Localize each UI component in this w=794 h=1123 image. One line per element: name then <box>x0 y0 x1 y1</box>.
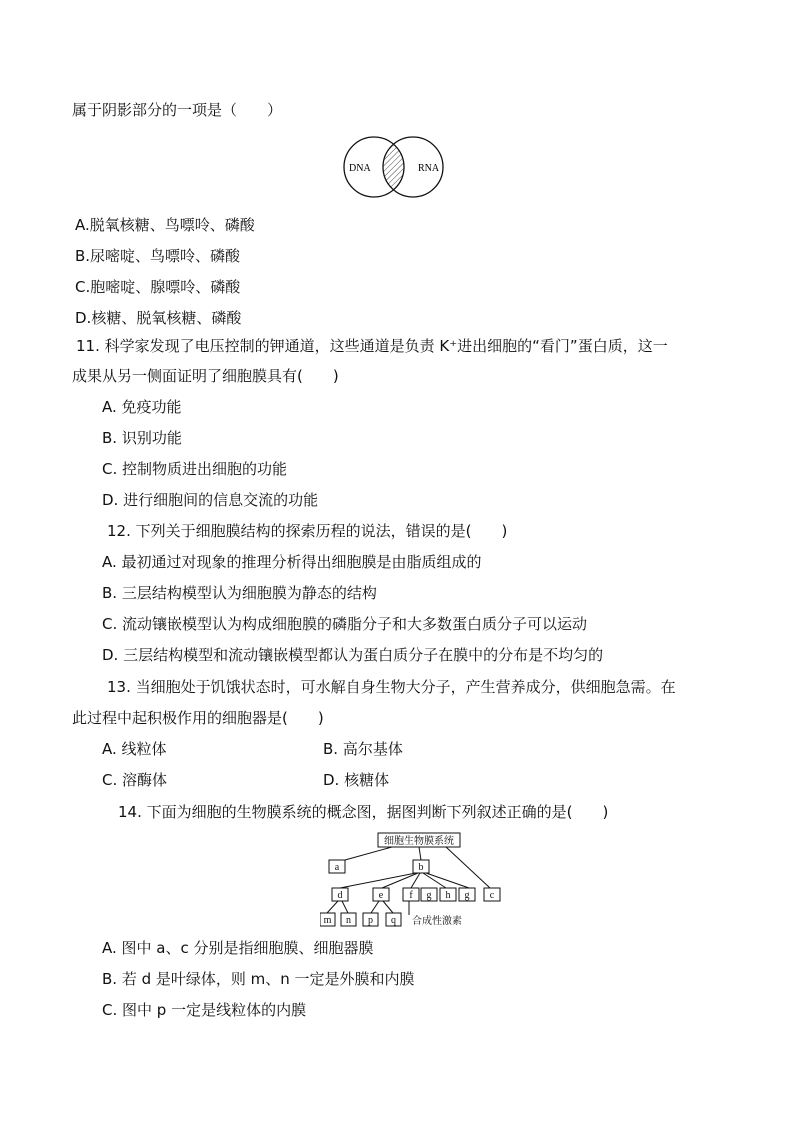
q12-stem: 12. 下列关于细胞膜结构的探索历程的说法，错误的是( ) <box>107 522 508 540</box>
q13-stem-line2: 此过程中起积极作用的细胞器是( ) <box>72 709 324 727</box>
diagram-annotation: 合成性激素 <box>412 916 462 927</box>
diagram-label-e: e <box>378 890 384 901</box>
q12-option-c: C. 流动镶嵌模型认为构成细胞膜的磷脂分子和大多数蛋白质分子可以运动 <box>102 615 588 633</box>
q14-option-b: B. 若 d 是叶绿体，则 m、n 一定是外膜和内膜 <box>102 970 415 988</box>
diagram-label-c: c <box>489 890 495 901</box>
q14-option-a: A. 图中 a、c 分别是指细胞膜、细胞器膜 <box>102 939 374 957</box>
venn-label-dna: DNA <box>349 163 371 174</box>
q11-stem-line1: 11. 科学家发现了电压控制的钾通道，这些通道是负责 K⁺进出细胞的“看门”蛋白质，这一 <box>76 337 668 355</box>
diagram-label-d: d <box>337 890 343 901</box>
diagram-label-a: a <box>334 862 340 873</box>
diagram-label-m: m <box>323 915 332 926</box>
diagram-label-h: h <box>445 890 451 901</box>
diagram-label-n: n <box>346 915 351 926</box>
q10-option-b: B.尿嘧啶、鸟嘌呤、磷酸 <box>75 247 241 265</box>
q11-option-c: C. 控制物质进出细胞的功能 <box>102 460 288 478</box>
diagram-label-g: g <box>426 890 432 901</box>
q13-option-c: C. 溶酶体 <box>102 771 168 789</box>
q13-option-b: B. 高尔基体 <box>323 740 403 758</box>
q13-option-d: D. 核糖体 <box>323 771 390 789</box>
q10-option-a: A.脱氧核糖、鸟嘌呤、磷酸 <box>75 216 255 234</box>
q10-stem: 属于阴影部分的一项是（ ） <box>72 101 283 119</box>
q10-option-c: C.胞嘧啶、腺嘌呤、磷酸 <box>75 278 241 296</box>
diagram-label-q: q <box>391 915 396 926</box>
diagram-root-label: 细胞生物膜系统 <box>384 836 454 847</box>
biomembrane-concept-diagram <box>320 830 535 928</box>
q12-option-a: A. 最初通过对现象的推理分析得出细胞膜是由脂质组成的 <box>102 553 482 571</box>
diagram-label-b: b <box>418 862 424 873</box>
diagram-label-g2: g <box>464 890 470 901</box>
q14-stem: 14. 下面为细胞的生物膜系统的概念图，据图判断下列叙述正确的是( ) <box>118 803 609 821</box>
q11-option-a: A. 免疫功能 <box>102 398 182 416</box>
diagram-label-p: p <box>368 915 373 926</box>
q14-option-c: C. 图中 p 一定是线粒体的内膜 <box>102 1001 307 1019</box>
q12-option-b: B. 三层结构模型认为细胞膜为静态的结构 <box>102 584 377 602</box>
diagram-label-f: f <box>409 890 413 901</box>
q12-option-d: D. 三层结构模型和流动镶嵌模型都认为蛋白质分子在膜中的分布是不均匀的 <box>102 646 604 664</box>
q11-stem-line2: 成果从另一侧面证明了细胞膜具有( ) <box>72 367 339 385</box>
q13-stem-line1: 13. 当细胞处于饥饿状态时，可水解自身生物大分子，产生营养成分，供细胞急需。在 <box>107 678 676 696</box>
q11-option-b: B. 识别功能 <box>102 429 182 447</box>
q13-option-a: A. 线粒体 <box>102 740 167 758</box>
q10-option-d: D.核糖、脱氧核糖、磷酸 <box>75 309 242 327</box>
q11-option-d: D. 进行细胞间的信息交流的功能 <box>102 491 319 509</box>
dna-rna-venn-diagram <box>336 134 452 202</box>
venn-label-rna: RNA <box>418 163 440 174</box>
